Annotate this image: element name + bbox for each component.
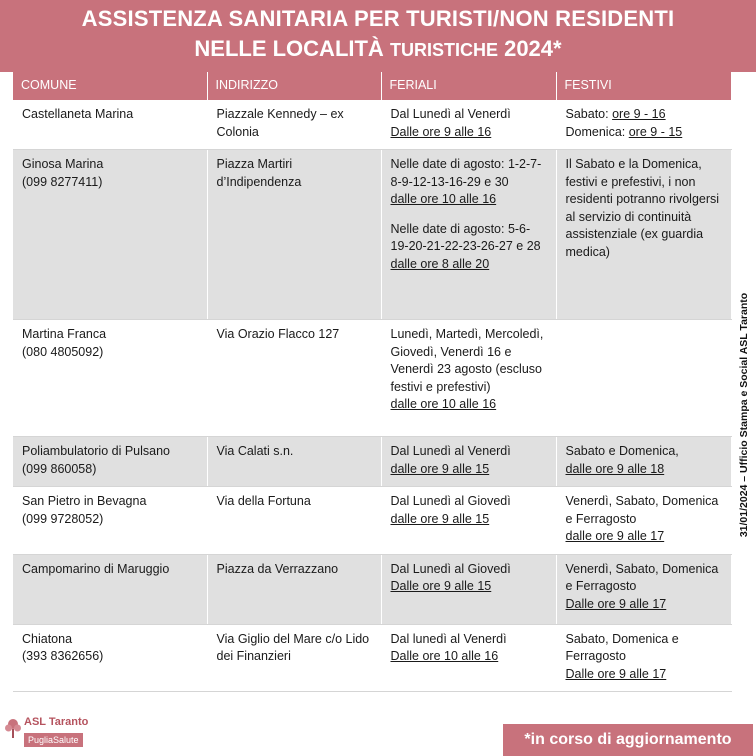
header-comune: COMUNE — [13, 72, 207, 100]
cell-comune: Ginosa Marina (099 8277411) — [13, 150, 207, 320]
cell-comune: Chiatona (393 8362656) — [13, 624, 207, 692]
cell-festivi: Venerdì, Sabato, Domenica e Ferragosto dalle ore 9 alle 17 — [556, 487, 731, 555]
header-festivi: FESTIVI — [556, 72, 731, 100]
cell-comune: San Pietro in Bevagna (099 9728052) — [13, 487, 207, 555]
cell-indirizzo: Via Orazio Flacco 127 — [207, 320, 381, 437]
cell-festivi: Sabato e Domenica, dalle ore 9 alle 18 — [556, 437, 731, 487]
cell-indirizzo: Piazza Martiri d’Indipendenza — [207, 150, 381, 320]
cell-feriali: Dal Lunedì al Venerdì Dalle ore 9 alle 16 — [381, 100, 556, 150]
table-row — [13, 150, 731, 320]
cell-feriali: Dal Lunedì al Giovedì dalle ore 9 alle 15 — [381, 487, 556, 555]
table-row — [13, 624, 731, 692]
title-line-2-c: 2024* — [504, 36, 562, 61]
table-header-row — [13, 72, 731, 100]
table-row — [13, 554, 731, 624]
phone: (393 8362656) — [22, 649, 104, 663]
cell-feriali: Lunedì, Martedì, Mercoledì, Giovedì, Venerdì 16 e Venerdì 23 agosto (escluso festivi e prefestivi) dalle ore 10 alle 16 — [381, 320, 556, 437]
side-credit — [736, 250, 752, 580]
cell-feriali: Dal lunedì al Venerdì Dalle ore 10 alle 16 — [381, 624, 556, 692]
cell-indirizzo: Piazzale Kennedy – ex Colonia — [207, 100, 381, 150]
cell-comune: Castellaneta Marina — [13, 100, 207, 150]
title-line-2-b: TURISTICHE — [389, 40, 498, 60]
tree-icon — [4, 718, 22, 740]
table-row — [13, 320, 731, 437]
title-line-1: ASSISTENZA SANITARIA PER TURISTI/NON RESIDENTI — [81, 6, 675, 31]
cell-festivi: Il Sabato e la Domenica, festivi e prefestivi, i non residenti potranno rivolgersi al servizio di continuità assistenziale (ex guardia medica) — [556, 150, 731, 320]
cell-festivi: Sabato: ore 9 - 16 Domenica: ore 9 - 15 — [556, 100, 731, 150]
table-row — [13, 437, 731, 487]
cell-comune: Martina Franca (080 4805092) — [13, 320, 207, 437]
phone: (099 9728052) — [22, 511, 104, 526]
cell-comune: Poliambulatorio di Pulsano (099 860058) — [13, 437, 207, 487]
cell-festivi: Venerdì, Sabato, Domenica e Ferragosto Dalle ore 9 alle 17 — [556, 554, 731, 624]
schedule-table — [13, 72, 732, 692]
cell-feriali: Nelle date di agosto: 1-2-7-8-9-12-13-16-29 e 30 dalle ore 10 alle 16 Nelle date di agosto: 5-6-19-20-21-22-23-26-27 e 28 dalle ore 8 alle 20 — [381, 150, 556, 320]
cell-feriali: Dal Lunedì al Venerdì dalle ore 9 alle 15 — [381, 437, 556, 487]
logo-sub: PugliaSalute — [24, 733, 83, 747]
cell-feriali: Dal Lunedì al Giovedì Dalle ore 9 alle 15 — [381, 554, 556, 624]
header-feriali: FERIALI — [381, 72, 556, 100]
cell-festivi — [556, 320, 731, 437]
cell-indirizzo: Via Giglio del Mare c/o Lido dei Finanzieri — [207, 624, 381, 692]
side-credit-text: 31/01/2024 – Ufficio Stampa e Social ASL Taranto — [738, 292, 750, 538]
title-banner — [0, 0, 756, 72]
header-indirizzo: INDIRIZZO — [207, 72, 381, 100]
asl-logo — [4, 716, 104, 754]
update-note: *in corso di aggiornamento — [503, 724, 753, 756]
cell-festivi: Sabato, Domenica e Ferragosto Dalle ore 9 alle 17 — [556, 624, 731, 692]
table-row — [13, 100, 731, 150]
title-line-2-a: NELLE LOCALITÀ — [194, 36, 384, 61]
cell-comune: Campomarino di Maruggio — [13, 554, 207, 624]
cell-indirizzo: Via della Fortuna — [207, 487, 381, 555]
phone: (080 4805092) — [22, 344, 104, 359]
title-line-2 — [0, 36, 756, 62]
phone: (099 8277411) — [22, 174, 103, 189]
cell-indirizzo: Via Calati s.n. — [207, 437, 381, 487]
cell-indirizzo: Piazza da Verrazzano — [207, 554, 381, 624]
table-row — [13, 487, 731, 555]
phone: (099 860058) — [22, 461, 97, 476]
logo-name: ASL Taranto — [24, 716, 89, 728]
